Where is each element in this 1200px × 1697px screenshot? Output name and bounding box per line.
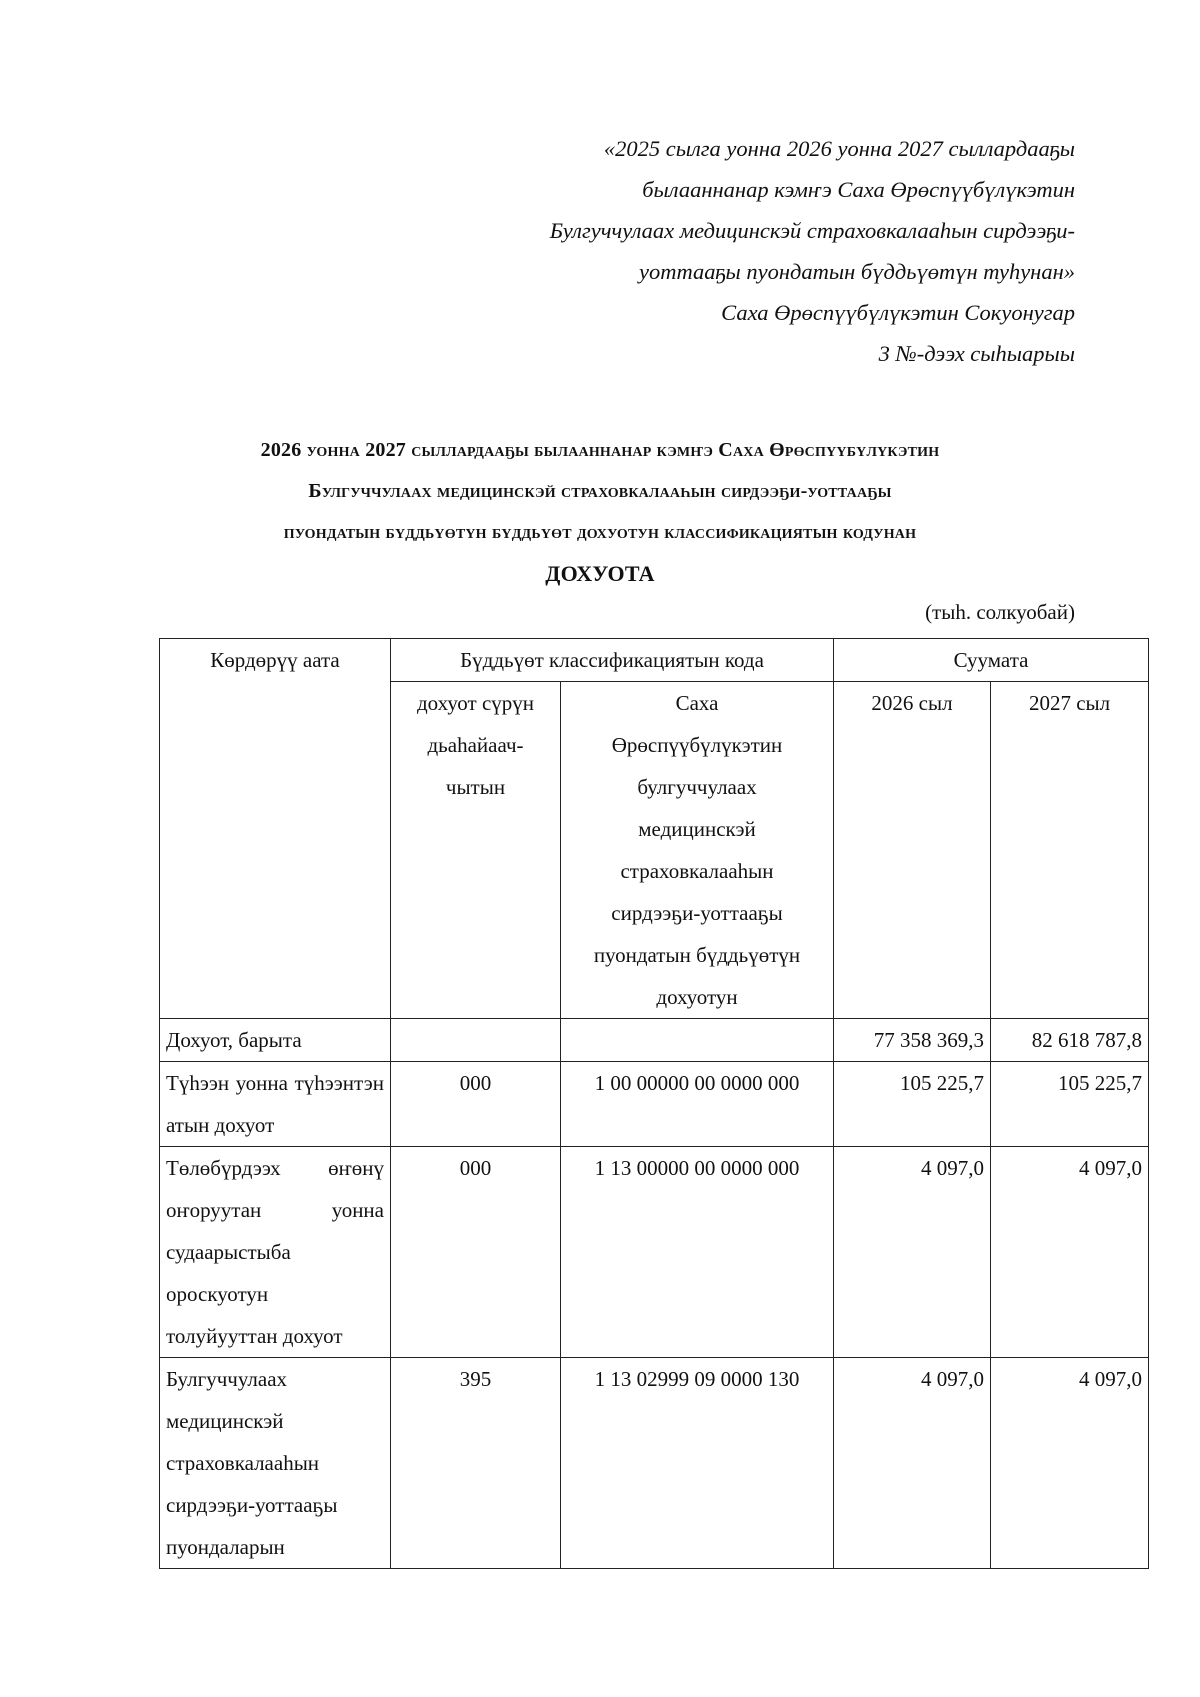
row-amount-2027: 4 097,0 — [991, 1147, 1149, 1358]
header-line: медицинскэй — [638, 817, 756, 841]
row-amount-2027: 4 097,0 — [991, 1358, 1149, 1569]
table-row — [160, 1019, 1149, 1062]
row-budget-code: 1 13 02999 09 0000 130 — [561, 1358, 834, 1569]
row-admin-code: 395 — [391, 1358, 561, 1569]
row-name: Төлөбүрдээх өҥөнү оҥоруутан уонна судаарыстыба ороскуотун толуйууттан дохуот — [160, 1147, 391, 1358]
row-name: Түһээн уонна түһээнтэн атын дохуот — [160, 1062, 391, 1147]
header-year-2026: 2026 сыл — [834, 682, 991, 1019]
row-admin-code: 000 — [391, 1147, 561, 1358]
header-line: чытын — [445, 775, 506, 799]
row-amount-2026: 105 225,7 — [834, 1062, 991, 1147]
appendix-line: былааннанар кэмҥэ Саха Өрөспүүбүлүкэтин — [642, 177, 1075, 202]
appendix-line: «2025 сылга уонна 2026 уонна 2027 сыллардааҕы — [603, 136, 1075, 161]
table-row — [160, 1062, 1149, 1147]
header-row — [160, 639, 1149, 682]
income-table — [159, 638, 1149, 1569]
header-line: пуондатын бүддьүөтүн — [593, 943, 801, 967]
row-name: Дохуот, барыта — [160, 1019, 391, 1062]
row-budget-code: 1 13 00000 00 0000 000 — [561, 1147, 834, 1358]
row-amount-2026: 77 358 369,3 — [834, 1019, 991, 1062]
title-line: пуондатын бүддьүөтүн бүддьүөт дохуотун классификациятын кодунан — [283, 521, 917, 543]
title-line: Булгуччулаах медицинскэй страховкалааһын сирдээҕи-уоттааҕы — [308, 480, 892, 502]
document-title — [150, 430, 1050, 594]
row-amount-2026: 4 097,0 — [834, 1147, 991, 1358]
header-amount: Суумата — [834, 639, 1149, 682]
row-amount-2027: 82 618 787,8 — [991, 1019, 1149, 1062]
row-admin-code — [391, 1019, 561, 1062]
header-year-2027: 2027 сыл — [991, 682, 1149, 1019]
title-line: 2026 уонна 2027 сыллардааҕы былааннанар кэмҥэ Саха Өрөспүүбүлүкэтин — [260, 439, 940, 461]
header-administrator — [391, 682, 561, 1019]
row-admin-code: 000 — [391, 1062, 561, 1147]
header-line: булгуччулаах — [637, 775, 757, 799]
row-budget-code — [561, 1019, 834, 1062]
units-label: (тыһ. солкуобай) — [925, 600, 1075, 624]
appendix-line: уоттааҕы пуондатын бүддьүөтүн туһунан» — [638, 259, 1075, 284]
header-line: дьаһайаач- — [427, 733, 524, 757]
header-line: сирдээҕи-уоттааҕы — [611, 901, 783, 925]
row-name: Булгуччулаах медицинскэй страховкалааһын сирдээҕи-уоттааҕы пуондаларын — [160, 1358, 391, 1569]
table-row — [160, 1147, 1149, 1358]
appendix-line: Булгуччулаах медицинскэй страховкалааһын сирдээҕи- — [549, 218, 1075, 243]
header-income-code — [561, 682, 834, 1019]
header-line: Саха — [675, 691, 719, 715]
appendix-line: Саха Өрөспүүбүлүкэтин Сокуонугар — [721, 300, 1075, 325]
header-line: дохуотун — [656, 985, 738, 1009]
row-budget-code: 1 00 00000 00 0000 000 — [561, 1062, 834, 1147]
header-indicator-name: Көрдөрүү аата — [160, 639, 391, 1019]
header-line: страховкалааһын — [620, 859, 774, 883]
appendix-reference — [435, 128, 1075, 374]
title-line: ДОХУОТА — [545, 561, 655, 586]
row-amount-2026: 4 097,0 — [834, 1358, 991, 1569]
table-row — [160, 1358, 1149, 1569]
header-line: дохуот сүрүн — [416, 691, 535, 715]
row-amount-2027: 105 225,7 — [991, 1062, 1149, 1147]
appendix-line: 3 №-дээх сыһыарыы — [878, 341, 1075, 366]
header-classification-code: Бүддьүөт классификациятын кода — [391, 639, 834, 682]
header-line: Өрөспүүбүлүкэтин — [611, 733, 783, 757]
